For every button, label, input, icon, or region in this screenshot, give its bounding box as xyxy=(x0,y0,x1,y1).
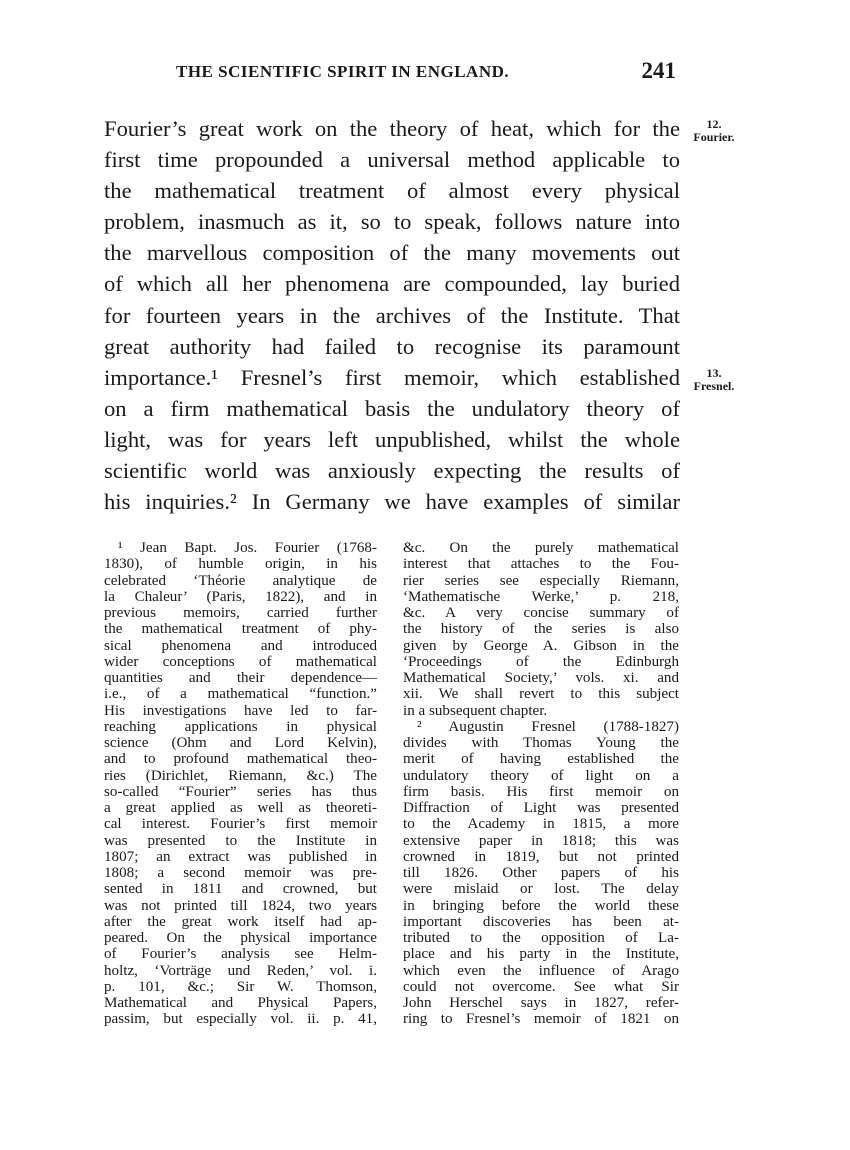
footnote-line: sical phenomena and introduced xyxy=(104,637,377,654)
footnotes-left-column xyxy=(104,540,377,1028)
body-line: great authority had failed to recognise its paramount xyxy=(104,333,680,359)
footnote-line: was not printed till 1824, two years xyxy=(104,897,377,914)
footnote-line: given by George A. Gibson in the xyxy=(403,637,679,654)
footnote-line: important discoveries has been at- xyxy=(403,913,679,930)
footnote-line: merit of having established the xyxy=(403,751,679,768)
footnote-line: rier series see especially Riemann, xyxy=(403,572,679,589)
margin-note-label: Fourier. xyxy=(693,130,735,144)
footnote-line: science (Ohm and Lord Kelvin), xyxy=(104,735,377,751)
body-line: his inquiries.² In Germany we have examples of similar xyxy=(104,489,680,515)
footnote-line: John Herschel says in 1827, refer- xyxy=(403,995,679,1011)
footnote-line: 1808; a second memoir was pre- xyxy=(104,865,377,881)
footnote-line: ‘Mathematische Werke,’ p. 218, xyxy=(403,588,679,605)
footnote-line: place and his party in the Institute, xyxy=(403,946,679,963)
footnotes-right-column xyxy=(403,540,679,1028)
footnote-line: Mathematical Society,’ vols. xi. and xyxy=(403,670,679,686)
footnote-line: celebrated ‘Théorie analytique de xyxy=(104,572,377,589)
footnote-line: a great applied as well as theoreti- xyxy=(104,800,377,816)
footnote-line: after the great work itself had ap- xyxy=(104,913,377,930)
footnote-line: wider conceptions of mathematical xyxy=(104,653,377,670)
footnote-line: previous memoirs, carried further xyxy=(104,605,377,621)
footnote-line: ring to Fresnel’s memoir of 1821 on xyxy=(403,1011,679,1028)
footnote-line: peared. On the physical importance xyxy=(104,930,377,946)
footnote-line: cal interest. Fourier’s first memoir xyxy=(104,816,377,833)
footnote-line: so-called “Fourier” series has thus xyxy=(104,783,377,800)
margin-note-fourier xyxy=(684,118,744,144)
footnote-line: could not overcome. See what Sir xyxy=(403,978,679,995)
body-line: importance.¹ Fresnel’s first memoir, which established xyxy=(104,364,680,390)
body-text xyxy=(104,113,680,517)
page-number: 241 xyxy=(641,58,676,83)
footnote-line: to the Academy in 1815, a more xyxy=(403,816,679,833)
footnote-line: 1807; an extract was published in xyxy=(104,848,377,865)
footnote-line: in a subsequent chapter. xyxy=(403,702,548,719)
footnote-line: firm basis. His first memoir on xyxy=(403,783,679,800)
footnote-line: tributed to the opposition of La- xyxy=(403,930,679,946)
body-line: the mathematical treatment of almost every physical xyxy=(104,178,680,204)
body-line: problem, inasmuch as it, so to speak, follows nature into xyxy=(104,209,680,235)
body-line: first time propounded a universal method applicable to xyxy=(104,147,680,173)
footnote-line: quantities and their dependence— xyxy=(104,670,377,686)
footnote-line: holtz, ‘Vorträge und Reden,’ vol. i. xyxy=(104,962,377,979)
footnote-line: ¹ Jean Bapt. Jos. Fourier (1768- xyxy=(118,540,377,556)
footnote-line: p. 101, &c.; Sir W. Thomson, xyxy=(104,978,377,995)
footnote-line: i.e., of a mathematical “function.” xyxy=(104,686,377,703)
footnote-line: ries (Dirichlet, Riemann, &c.) The xyxy=(104,767,377,784)
footnote-line: &c. On the purely mathematical xyxy=(403,540,679,556)
footnote-line: which even the influence of Arago xyxy=(403,962,679,979)
body-line: on a firm mathematical basis the undulatory theory of xyxy=(104,395,680,421)
body-line: the marvellous composition of the many movements out xyxy=(104,240,680,266)
footnote-line: till 1826. Other papers of his xyxy=(403,865,679,881)
body-line: Fourier’s great work on the theory of heat, which for the xyxy=(104,116,680,141)
footnote-line: of Fourier’s analysis see Helm- xyxy=(104,946,377,963)
footnote-line: Diffraction of Light was presented xyxy=(403,800,679,816)
footnote-line: the history of the series is also xyxy=(403,621,679,638)
footnote-line: the mathematical treatment of phy- xyxy=(104,621,377,638)
footnote-line: His investigations have led to far- xyxy=(104,702,377,719)
footnote-line: crowned in 1819, but not printed xyxy=(403,848,679,865)
footnote-line: &c. A very concise summary of xyxy=(403,605,679,621)
margin-note-fresnel xyxy=(684,367,744,393)
footnote-line: and to profound mathematical theo- xyxy=(104,751,377,768)
footnote-line: passim, but especially vol. ii. p. 41, xyxy=(104,1011,377,1028)
body-line: scientific world was anxiously expecting the results of xyxy=(104,458,680,484)
margin-note-number: 13. xyxy=(706,366,722,380)
footnote-line: divides with Thomas Young the xyxy=(403,735,679,751)
footnote-line: ² Augustin Fresnel (1788-1827) xyxy=(417,718,679,735)
margin-note-label: Fresnel. xyxy=(693,379,735,393)
footnote-line: in bringing before the world these xyxy=(403,897,679,914)
running-head xyxy=(104,58,680,88)
footnote-line: la Chaleur’ (Paris, 1822), and in xyxy=(104,588,377,605)
footnote-line: sented in 1811 and crowned, but xyxy=(104,881,377,898)
body-line: for fourteen years in the archives of the Institute. That xyxy=(104,302,680,328)
footnote-line: reaching applications in physical xyxy=(104,718,377,735)
footnote-line: Mathematical and Physical Papers, xyxy=(104,995,377,1011)
footnote-line: extensive paper in 1818; this was xyxy=(403,832,679,849)
footnote-line: 1830), of humble origin, in his xyxy=(104,556,377,573)
body-line: light, was for years left unpublished, whilst the whole xyxy=(104,426,680,452)
footnote-line: were mislaid or lost. The delay xyxy=(403,881,679,898)
footnote-line: ‘Proceedings of the Edinburgh xyxy=(403,653,679,670)
footnote-line: xii. We shall revert to this subject xyxy=(403,686,679,703)
margin-note-number: 12. xyxy=(706,117,722,131)
footnote-line: undulatory theory of light on a xyxy=(403,767,679,784)
footnote-line: was presented to the Institute in xyxy=(104,832,377,849)
body-line: of which all her phenomena are compounded, lay buried xyxy=(104,271,680,297)
running-title: THE SCIENTIFIC SPIRIT IN ENGLAND. xyxy=(176,62,510,81)
footnote-line: interest that attaches to the Fou- xyxy=(403,556,679,573)
